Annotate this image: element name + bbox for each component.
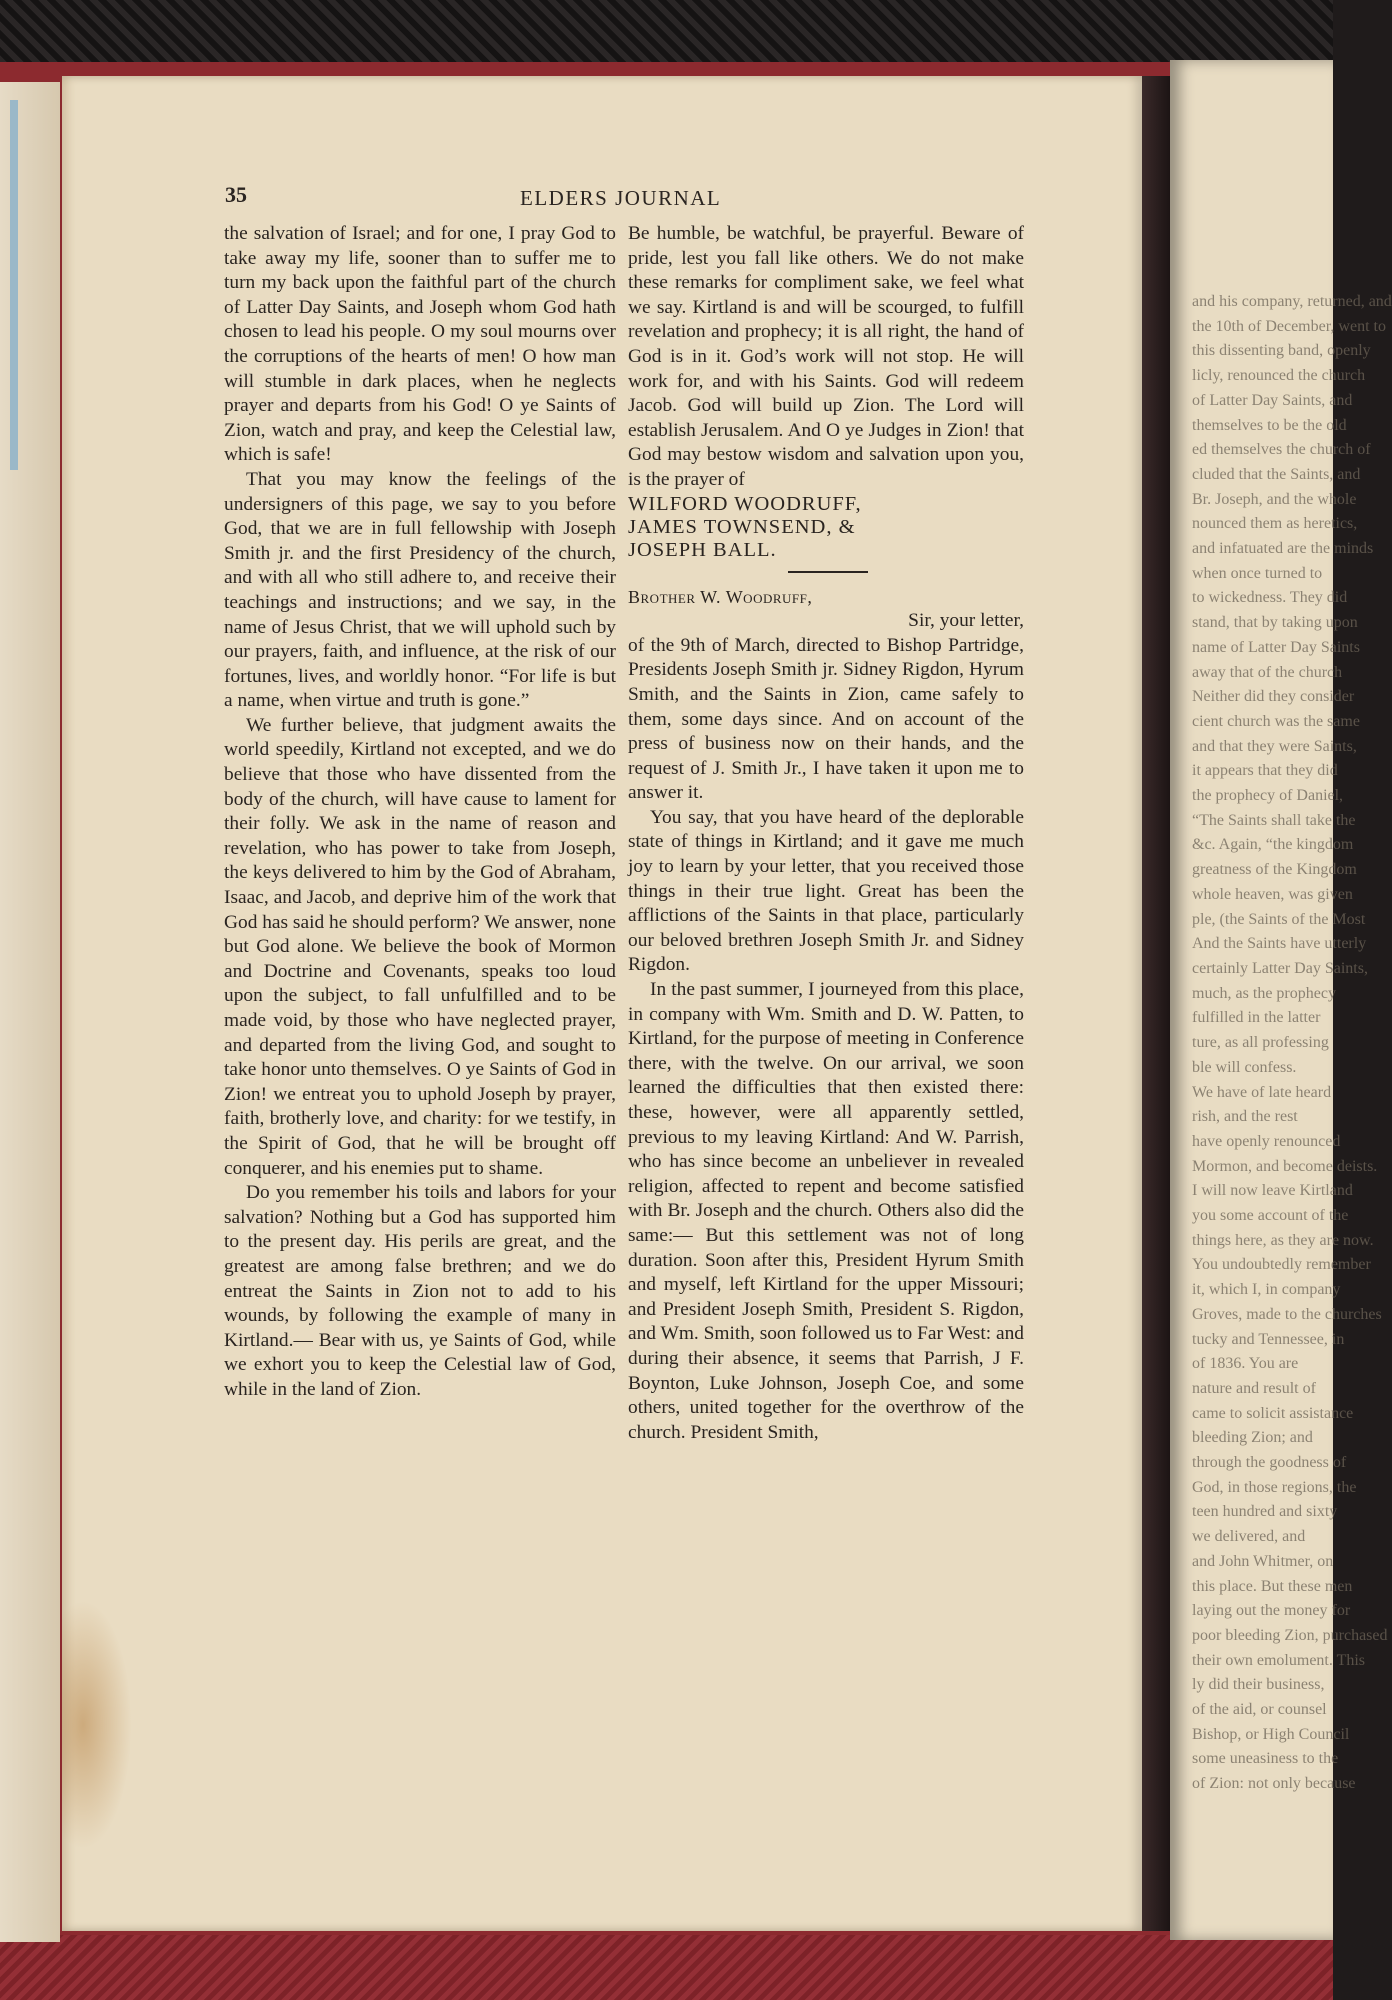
book-cover-bottom-edge xyxy=(0,1935,1333,2000)
facing-page-line: Bishop, or High Council xyxy=(1192,1725,1350,1743)
facing-page-line: ly did their business, xyxy=(1192,1676,1325,1694)
facing-page-line: of the aid, or counsel xyxy=(1192,1701,1327,1719)
facing-page-line: through the goodness of xyxy=(1192,1454,1347,1472)
facing-page-line: greatness of the Kingdom xyxy=(1192,861,1357,879)
signature-2: JAMES TOWNSEND, & xyxy=(628,515,856,538)
page-number: 35 xyxy=(225,182,247,207)
facing-page-line: “The Saints shall take the xyxy=(1192,811,1356,829)
facing-page-line: the prophecy of Daniel, xyxy=(1192,787,1344,805)
signature-1: WILFORD WOODRUFF, xyxy=(628,492,862,515)
left-paragraph-3: We further believe, that judgment awaits the world speedily, Kirtland not excepted, and we do believe that those who have dissented from the body of the church, will have cause to lament for their folly. We ask in the name of reason and revelation, who has power to take from Joseph, the keys delivered to him by the God of Abraham, Isaac, and Jacob, and deprive him of the work that God has said he should perform? We answer, none but God alone. We believe the book of Mormon and Doctrine and Covenants, speaks too loud upon the subject, to fall unfulfilled and to be made void, by those who have neglected prayer, and departed from the living God, and sought to take honor unto themselves. O ye Saints of God in Zion! we entreat you to uphold Joseph by prayer, faith, brotherly love, and charity: for we testify, in the Spirit of God, that he will be brought off conquerer, and his enemies put to shame. xyxy=(224,714,617,1179)
facing-page-line: teen hundred and sixty xyxy=(1192,1503,1338,1521)
facing-page-line: ple, (the Saints of the Most xyxy=(1192,910,1366,928)
facing-page-line: Br. Joseph, and the whole xyxy=(1192,490,1357,508)
right-paragraph-3: You say, that you have heard of the deplorable state of things in Kirtland; and it gave me much joy to learn by your letter, that you received those things in their true light. Great has been the afflictions of the Saints in that place, particularly our beloved brethren Joseph Smith Jr. and Sidney Rigdon. xyxy=(628,806,1024,976)
facing-page-line: whole heaven, was given xyxy=(1192,885,1353,903)
facing-page-line: God, in those regions, the xyxy=(1192,1478,1357,1496)
facing-page-line: ed themselves the church of xyxy=(1192,441,1371,459)
facing-page-line: and that they were Saints, xyxy=(1192,737,1357,755)
facing-page-line: themselves to be the old xyxy=(1192,416,1347,434)
facing-page-line: when once turned to xyxy=(1192,564,1323,582)
facing-page-line: fulfilled in the latter xyxy=(1192,1009,1321,1027)
facing-page-line: and his company, returned, and xyxy=(1192,293,1392,310)
section-divider xyxy=(788,571,868,573)
facing-page-line: you some account of the xyxy=(1192,1207,1349,1225)
facing-page-line: ture, as all professing xyxy=(1192,1034,1329,1052)
facing-page-line: cluded that the Saints, and xyxy=(1192,465,1361,483)
right-paragraph-1: Be humble, be watchful, be prayerful. Beware of pride, lest you fall like others. We do not make these remarks for compliment sake, we feel what we say. Kirtland is and will be scourged, to fulfill revelation and prophecy; it is all right, the hand of God is in it. God’s work will not stop. He will work for, and with his Saints. God will redeem Jacob. God will build up Zion. The Lord will establish Jerusalem. And O ye Judges in Zion! that God may bestow wisdom and salvation upon you, is the prayer of xyxy=(628,223,1024,490)
facing-page-line: stand, that by taking upon xyxy=(1192,614,1358,632)
left-paragraph-2: That you may know the feelings of the undersigners of this page, we say to you before God, that we are in full fellowship with Joseph Smith jr. and the first Presidency of the church, and with all who still adhere to, and receive their teachings and instructions; and we say, in the name of Jesus Christ, that we will uphold such by our prayers, faith, and influence, at the risk of our fortunes, lives, and worldly honor. “For life is but a name, when virtue and truth is gone.” xyxy=(224,468,616,712)
facing-page-line: &c. Again, “the kingdom xyxy=(1192,836,1354,854)
facing-page-line: this dissenting band, openly xyxy=(1192,342,1371,360)
letter-salutation: Brother W. Woodruff, xyxy=(628,586,813,607)
facing-page-line: came to solicit assistance xyxy=(1192,1404,1354,1422)
facing-page-line: and John Whitmer, on xyxy=(1192,1552,1334,1570)
facing-page-line: of 1836. You are xyxy=(1192,1355,1299,1373)
facing-page-line: licly, renounced the church xyxy=(1192,367,1366,385)
facing-page-line: I will now leave Kirtland xyxy=(1192,1182,1353,1200)
water-stain xyxy=(62,1600,132,1850)
letter-opening: Sir, your letter, xyxy=(908,610,1024,632)
right-paragraph-2: of the 9th of March, directed to Bishop Partridge, Presidents Joseph Smith jr. Sidney Rigdon, Hyrum Smith, and the Saints in Zion, came safely to them, some days since. And on account of the press of business now on their hands, and the request of J. Smith Jr., I have taken it upon me to answer it. xyxy=(628,634,1024,804)
facing-page-line: we delivered, and xyxy=(1192,1528,1306,1546)
facing-page-line: and infatuated are the minds xyxy=(1192,540,1374,558)
facing-page-line: to wickedness. They did xyxy=(1192,589,1348,607)
facing-page-line: name of Latter Day Saints xyxy=(1192,638,1360,656)
facing-page-line: of Zion: not only because xyxy=(1192,1775,1356,1793)
facing-page-line: tucky and Tennessee, in xyxy=(1192,1330,1345,1348)
left-paragraph-1: the salvation of Israel; and for one, I pray God to take away my life, sooner than to suffer me to turn my back upon the faithful part of the church of Latter Day Saints, and Joseph whom God hath chosen to lead his people. O my soul mourns over the corruptions of the hearts of men! O how man will stumble in dark places, when he neglects prayer and departs from his God! O ye Saints of Zion, watch and pray, and keep the Celestial law, which is safe! xyxy=(224,223,616,466)
facing-page-line: Mormon, and become deists. xyxy=(1192,1157,1378,1175)
facing-page-line: laying out the money for xyxy=(1192,1602,1351,1620)
facing-page-line: We have of late heard xyxy=(1192,1083,1332,1101)
facing-page-line: Groves, made to the churches xyxy=(1192,1305,1382,1323)
facing-page xyxy=(1170,60,1392,1940)
bookmark-strip xyxy=(10,100,18,470)
previous-page-edge xyxy=(0,82,60,1942)
right-column xyxy=(628,222,1024,1445)
facing-page-line: things here, as they are now. xyxy=(1192,1231,1374,1249)
facing-page-line: rish, and the rest xyxy=(1192,1108,1298,1126)
facing-page-line: some uneasiness to the xyxy=(1192,1750,1339,1768)
facing-page-line: of Latter Day Saints, and xyxy=(1192,391,1353,409)
facing-page-line: it appears that they did xyxy=(1192,762,1338,780)
facing-page-line: You undoubtedly remember xyxy=(1192,1256,1371,1274)
right-paragraph-4: In the past summer, I journeyed from this place, in company with Wm. Smith and D. W. Patten, to Kirtland, for the purpose of meeting in Conference there, with the twelve. On our arrival, we soon learned the difficulties that then existed there: these, however, were all apparently settled, previous to my leaving Kirtland: And W. Parrish, who has since become an unbeliever in revealed religion, affected to repent and become satisfied with Br. Joseph and the church. Others also did the same:— But this settlement was not of long duration. Soon after this, President Hyrum Smith and myself, left Kirtland for the upper Missouri; and President Joseph Smith, President S. Rigdon, and Wm. Smith, soon followed us to Far West: and during their absence, it seems that Parrish, J F. Boynton, Luke Johnson, Joseph Coe, and some others, united together for the overthrow of the church. President Smith, xyxy=(628,979,1024,1443)
facing-page-line: much, as the prophecy xyxy=(1192,984,1336,1002)
signature-3: JOSEPH BALL. xyxy=(628,538,777,561)
facing-page-line: away that of the church xyxy=(1192,663,1343,681)
facing-page-line: nature and result of xyxy=(1192,1379,1316,1397)
facing-page-line: nounced them as heretics, xyxy=(1192,515,1358,533)
book-gutter xyxy=(1142,76,1170,1931)
facing-page-line: And the Saints have utterly xyxy=(1192,935,1367,953)
facing-page-line: bleeding Zion; and xyxy=(1192,1429,1313,1447)
facing-page-line: cient church was the same xyxy=(1192,712,1360,730)
facing-page-text xyxy=(1192,290,1392,1797)
left-column xyxy=(224,222,616,1403)
facing-page-line: this place. But these men xyxy=(1192,1577,1353,1595)
left-paragraph-4: Do you remember his toils and labors for your salvation? Nothing but a God has supported him to the present day. His perils are great, and the greatest are among false brethren; and we do entreat the Saints in Zion not to add to his wounds, by following the example of many in Kirtland.— Bear with us, ye Saints of God, while we exhort you to keep the Celestial law of God, while in the land of Zion. xyxy=(224,1182,616,1400)
facing-page-line: their own emolument. This xyxy=(1192,1651,1366,1669)
facing-page-line: the 10th of December, went to xyxy=(1192,317,1386,335)
facing-page-line: certainly Latter Day Saints, xyxy=(1192,959,1368,977)
facing-page-line: have openly renounced xyxy=(1192,1132,1341,1150)
running-head: ELDERS JOURNAL xyxy=(520,186,722,210)
facing-page-line: ble will confess. xyxy=(1192,1058,1297,1076)
facing-page-line: poor bleeding Zion, purchased xyxy=(1192,1626,1388,1644)
facing-page-line: it, which I, in company xyxy=(1192,1281,1341,1299)
facing-page-line: Neither did they consider xyxy=(1192,688,1355,706)
